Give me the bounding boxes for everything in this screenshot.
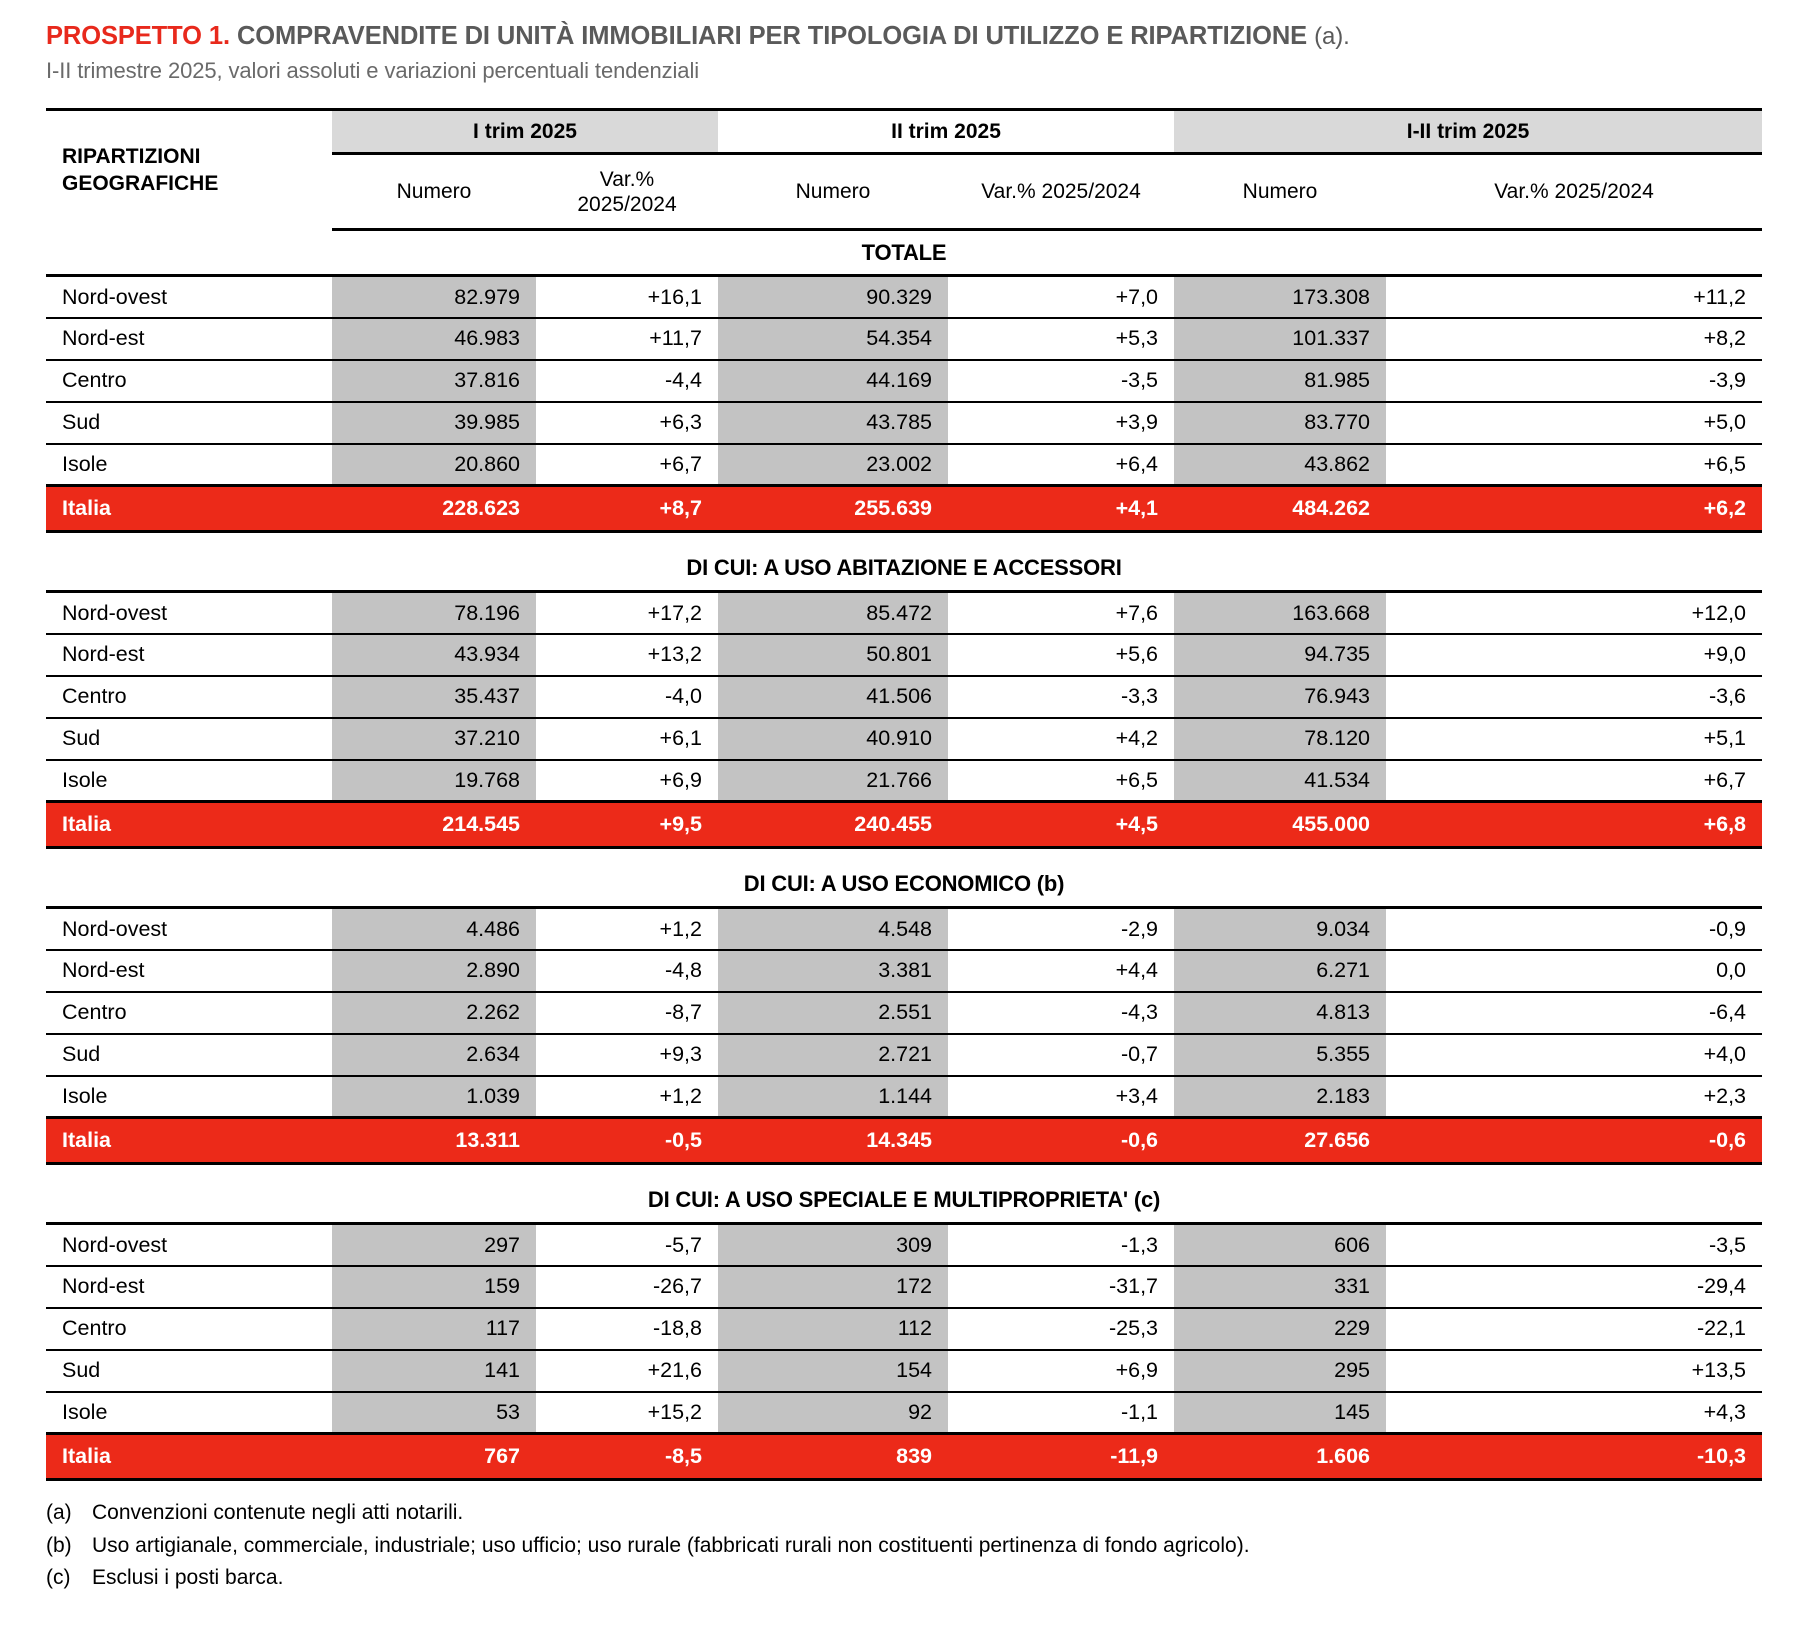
row-cell: 3.381: [718, 950, 948, 992]
header-group-row: [46, 110, 1762, 154]
row-cell: 2.721: [718, 1034, 948, 1076]
row-area-label: Nord-ovest: [46, 908, 332, 950]
row-cell: 37.210: [332, 718, 536, 760]
row-area-label: Sud: [46, 1034, 332, 1076]
row-area-label: Italia: [46, 1434, 332, 1480]
row-cell: 767: [332, 1434, 536, 1480]
header-sub-numero-3: Numero: [1174, 154, 1386, 230]
row-cell: 0,0: [1386, 950, 1762, 992]
header-sub-var-3: Var.% 2025/2024: [1386, 154, 1762, 230]
row-cell: -3,6: [1386, 676, 1762, 718]
row-cell: 2.262: [332, 992, 536, 1034]
row-cell: 43.785: [718, 402, 948, 444]
row-cell: 295: [1174, 1350, 1386, 1392]
row-cell: 35.437: [332, 676, 536, 718]
row-cell: 19.768: [332, 760, 536, 802]
row-cell: 54.354: [718, 318, 948, 360]
row-area-label: Nord-ovest: [46, 1224, 332, 1266]
page-title: [46, 22, 1762, 51]
row-cell: 41.506: [718, 676, 948, 718]
table-row: [46, 444, 1762, 486]
row-area-label: Isole: [46, 444, 332, 486]
row-cell: -0,9: [1386, 908, 1762, 950]
row-cell: -1,1: [948, 1392, 1174, 1434]
row-cell: 240.455: [718, 802, 948, 848]
header-sub-numero-2: Numero: [718, 154, 948, 230]
row-cell: -25,3: [948, 1308, 1174, 1350]
row-cell: +9,5: [536, 802, 718, 848]
row-area-label: Centro: [46, 360, 332, 402]
row-cell: 23.002: [718, 444, 948, 486]
table-row: [46, 1350, 1762, 1392]
row-area-label: Sud: [46, 1350, 332, 1392]
row-cell: +15,2: [536, 1392, 718, 1434]
row-cell: 606: [1174, 1224, 1386, 1266]
row-cell: 173.308: [1174, 276, 1386, 318]
row-cell: +6,9: [948, 1350, 1174, 1392]
row-cell: -3,5: [948, 360, 1174, 402]
header-group-3: I-II trim 2025: [1174, 110, 1762, 154]
row-cell: 1.144: [718, 1076, 948, 1118]
row-cell: 145: [1174, 1392, 1386, 1434]
row-cell: -4,3: [948, 992, 1174, 1034]
row-cell: 43.934: [332, 634, 536, 676]
footnote-item: [46, 1562, 1762, 1595]
row-cell: -3,9: [1386, 360, 1762, 402]
row-cell: +11,2: [1386, 276, 1762, 318]
row-cell: 46.983: [332, 318, 536, 360]
row-cell: +4,5: [948, 802, 1174, 848]
row-cell: -1,3: [948, 1224, 1174, 1266]
section-title: TOTALE: [46, 230, 1762, 276]
row-cell: 839: [718, 1434, 948, 1480]
row-cell: +5,0: [1386, 402, 1762, 444]
row-cell: 53: [332, 1392, 536, 1434]
row-cell: 20.860: [332, 444, 536, 486]
row-area-label: Italia: [46, 486, 332, 532]
table-row: [46, 1392, 1762, 1434]
row-cell: 1.606: [1174, 1434, 1386, 1480]
row-cell: 297: [332, 1224, 536, 1266]
row-cell: +6,7: [1386, 760, 1762, 802]
row-cell: 2.551: [718, 992, 948, 1034]
row-cell: +11,7: [536, 318, 718, 360]
row-cell: -4,8: [536, 950, 718, 992]
row-cell: 214.545: [332, 802, 536, 848]
table-row: [46, 592, 1762, 634]
row-cell: +12,0: [1386, 592, 1762, 634]
section-spacer: [46, 1164, 1762, 1178]
row-cell: +1,2: [536, 1076, 718, 1118]
footnote-text: Esclusi i posti barca.: [92, 1566, 284, 1590]
row-cell: 27.656: [1174, 1118, 1386, 1164]
row-cell: -8,7: [536, 992, 718, 1034]
row-cell: +7,6: [948, 592, 1174, 634]
page-subtitle: I-II trimestre 2025, valori assoluti e variazioni percentuali tendenziali: [46, 58, 700, 84]
section-header-row: [46, 1178, 1762, 1224]
section-header-row: [46, 546, 1762, 592]
row-cell: 39.985: [332, 402, 536, 444]
row-cell: 4.548: [718, 908, 948, 950]
row-cell: 154: [718, 1350, 948, 1392]
row-cell: -0,6: [948, 1118, 1174, 1164]
section-spacer: [46, 532, 1762, 546]
row-cell: 9.034: [1174, 908, 1386, 950]
row-cell: 455.000: [1174, 802, 1386, 848]
row-cell: +6,9: [536, 760, 718, 802]
table-row: [46, 360, 1762, 402]
row-cell: 229: [1174, 1308, 1386, 1350]
row-cell: 2.890: [332, 950, 536, 992]
table-row-total: [46, 486, 1762, 532]
row-cell: 2.183: [1174, 1076, 1386, 1118]
row-cell: 41.534: [1174, 760, 1386, 802]
row-cell: 43.862: [1174, 444, 1386, 486]
row-cell: 14.345: [718, 1118, 948, 1164]
row-cell: +16,1: [536, 276, 718, 318]
row-area-label: Nord-ovest: [46, 592, 332, 634]
row-cell: -5,7: [536, 1224, 718, 1266]
row-cell: 78.196: [332, 592, 536, 634]
row-cell: 90.329: [718, 276, 948, 318]
footnote-mark: (a): [46, 1501, 72, 1525]
header-group-1: I trim 2025: [332, 110, 718, 154]
row-cell: 141: [332, 1350, 536, 1392]
row-cell: 85.472: [718, 592, 948, 634]
row-area-label: Centro: [46, 992, 332, 1034]
header-sub-numero-1: Numero: [332, 154, 536, 230]
row-cell: 484.262: [1174, 486, 1386, 532]
row-cell: 5.355: [1174, 1034, 1386, 1076]
row-cell: 2.634: [332, 1034, 536, 1076]
row-cell: 255.639: [718, 486, 948, 532]
table-row-total: [46, 802, 1762, 848]
row-cell: +6,5: [1386, 444, 1762, 486]
row-cell: +6,5: [948, 760, 1174, 802]
row-cell: +1,2: [536, 908, 718, 950]
table-header: [46, 110, 1762, 230]
row-cell: -2,9: [948, 908, 1174, 950]
table-row: [46, 1224, 1762, 1266]
row-cell: +4,3: [1386, 1392, 1762, 1434]
table-body: [46, 230, 1762, 1480]
table-row: [46, 718, 1762, 760]
section-spacer: [46, 848, 1762, 862]
header-sub-var-1-line1: Var.%: [599, 167, 655, 191]
row-cell: -26,7: [536, 1266, 718, 1308]
row-cell: +6,8: [1386, 802, 1762, 848]
table-row: [46, 634, 1762, 676]
row-cell: -3,5: [1386, 1224, 1762, 1266]
row-cell: +6,2: [1386, 486, 1762, 532]
row-cell: +4,0: [1386, 1034, 1762, 1076]
header-group-2: II trim 2025: [718, 110, 1174, 154]
row-cell: +4,4: [948, 950, 1174, 992]
row-cell: +9,0: [1386, 634, 1762, 676]
row-cell: -29,4: [1386, 1266, 1762, 1308]
title-footnote-ref: (a).: [1314, 23, 1350, 50]
row-cell: +3,4: [948, 1076, 1174, 1118]
table-row-total: [46, 1434, 1762, 1480]
row-area-label: Italia: [46, 1118, 332, 1164]
row-cell: 50.801: [718, 634, 948, 676]
table-row: [46, 760, 1762, 802]
row-cell: -0,6: [1386, 1118, 1762, 1164]
header-sub-var-2: Var.% 2025/2024: [948, 154, 1174, 230]
row-cell: -10,3: [1386, 1434, 1762, 1480]
row-cell: -8,5: [536, 1434, 718, 1480]
row-cell: 309: [718, 1224, 948, 1266]
section-header-row: [46, 862, 1762, 908]
footnote-mark: (b): [46, 1533, 72, 1557]
footnote-mark: (c): [46, 1566, 71, 1590]
row-cell: -11,9: [948, 1434, 1174, 1480]
row-cell: 117: [332, 1308, 536, 1350]
row-area-label: Sud: [46, 718, 332, 760]
row-cell: 21.766: [718, 760, 948, 802]
row-area-label: Isole: [46, 1392, 332, 1434]
section-title: DI CUI: A USO ECONOMICO (b): [46, 862, 1762, 908]
row-cell: 159: [332, 1266, 536, 1308]
row-cell: 1.039: [332, 1076, 536, 1118]
row-cell: +6,7: [536, 444, 718, 486]
table-row: [46, 1308, 1762, 1350]
row-cell: 44.169: [718, 360, 948, 402]
row-cell: +4,2: [948, 718, 1174, 760]
row-cell: 94.735: [1174, 634, 1386, 676]
row-cell: +9,3: [536, 1034, 718, 1076]
row-cell: +7,0: [948, 276, 1174, 318]
row-cell: 163.668: [1174, 592, 1386, 634]
row-cell: +8,2: [1386, 318, 1762, 360]
title-prospetto-label: PROSPETTO 1.: [46, 22, 230, 50]
row-area-label: Sud: [46, 402, 332, 444]
section-title: DI CUI: A USO ABITAZIONE E ACCESSORI: [46, 546, 1762, 592]
row-cell: 81.985: [1174, 360, 1386, 402]
row-cell: -0,5: [536, 1118, 718, 1164]
row-area-label: Isole: [46, 1076, 332, 1118]
row-area-label: Nord-ovest: [46, 276, 332, 318]
row-cell: +13,5: [1386, 1350, 1762, 1392]
row-cell: -0,7: [948, 1034, 1174, 1076]
row-cell: 4.813: [1174, 992, 1386, 1034]
row-area-label: Nord-est: [46, 950, 332, 992]
table-row: [46, 276, 1762, 318]
section-title: DI CUI: A USO SPECIALE E MULTIPROPRIETA' (c): [46, 1178, 1762, 1224]
row-cell: 40.910: [718, 718, 948, 760]
footnote-text: Convenzioni contenute negli atti notarili.: [92, 1501, 464, 1525]
header-ripartizioni-label: RIPARTIZIONI GEOGRAFICHE: [46, 110, 332, 230]
row-area-label: Centro: [46, 676, 332, 718]
table-row-total: [46, 1118, 1762, 1164]
row-cell: 82.979: [332, 276, 536, 318]
row-cell: -4,4: [536, 360, 718, 402]
row-cell: -3,3: [948, 676, 1174, 718]
row-cell: +6,4: [948, 444, 1174, 486]
row-area-label: Centro: [46, 1308, 332, 1350]
row-cell: +17,2: [536, 592, 718, 634]
row-cell: 92: [718, 1392, 948, 1434]
row-cell: 78.120: [1174, 718, 1386, 760]
row-cell: 37.816: [332, 360, 536, 402]
row-cell: +3,9: [948, 402, 1174, 444]
row-cell: +2,3: [1386, 1076, 1762, 1118]
table-row: [46, 1076, 1762, 1118]
row-area-label: Nord-est: [46, 318, 332, 360]
row-cell: 228.623: [332, 486, 536, 532]
title-main-text: COMPRAVENDITE DI UNITÀ IMMOBILIARI PER TIPOLOGIA DI UTILIZZO E RIPARTIZIONE: [236, 22, 1308, 50]
row-area-label: Italia: [46, 802, 332, 848]
footnote-item: [46, 1530, 1762, 1563]
row-cell: 6.271: [1174, 950, 1386, 992]
row-cell: 101.337: [1174, 318, 1386, 360]
header-sub-var-1: [536, 154, 718, 230]
row-cell: -4,0: [536, 676, 718, 718]
row-cell: -22,1: [1386, 1308, 1762, 1350]
data-table: [46, 108, 1762, 1481]
row-cell: 13.311: [332, 1118, 536, 1164]
row-cell: +21,6: [536, 1350, 718, 1392]
section-header-row: [46, 230, 1762, 276]
row-cell: 83.770: [1174, 402, 1386, 444]
row-cell: +13,2: [536, 634, 718, 676]
table-row: [46, 908, 1762, 950]
row-cell: +6,3: [536, 402, 718, 444]
row-cell: 4.486: [332, 908, 536, 950]
row-cell: +5,1: [1386, 718, 1762, 760]
row-cell: +5,6: [948, 634, 1174, 676]
row-cell: 331: [1174, 1266, 1386, 1308]
row-cell: +8,7: [536, 486, 718, 532]
table-row: [46, 992, 1762, 1034]
footnotes: [46, 1497, 1762, 1595]
row-cell: 172: [718, 1266, 948, 1308]
row-cell: -6,4: [1386, 992, 1762, 1034]
row-area-label: Nord-est: [46, 634, 332, 676]
table-row: [46, 318, 1762, 360]
row-cell: -18,8: [536, 1308, 718, 1350]
table-row: [46, 676, 1762, 718]
row-cell: +4,1: [948, 486, 1174, 532]
row-area-label: Isole: [46, 760, 332, 802]
footnote-text: Uso artigianale, commerciale, industriale; uso ufficio; uso rurale (fabbricati rurali non costituenti pertinenza di fondo agricolo).: [92, 1533, 1250, 1557]
table-row: [46, 1266, 1762, 1308]
row-cell: +6,1: [536, 718, 718, 760]
header-sub-var-1-line2: 2025/2024: [577, 192, 677, 216]
footnote-item: [46, 1497, 1762, 1530]
table-row: [46, 402, 1762, 444]
row-cell: 112: [718, 1308, 948, 1350]
table-row: [46, 1034, 1762, 1076]
row-area-label: Nord-est: [46, 1266, 332, 1308]
table-row: [46, 950, 1762, 992]
row-cell: +5,3: [948, 318, 1174, 360]
row-cell: -31,7: [948, 1266, 1174, 1308]
row-cell: 76.943: [1174, 676, 1386, 718]
